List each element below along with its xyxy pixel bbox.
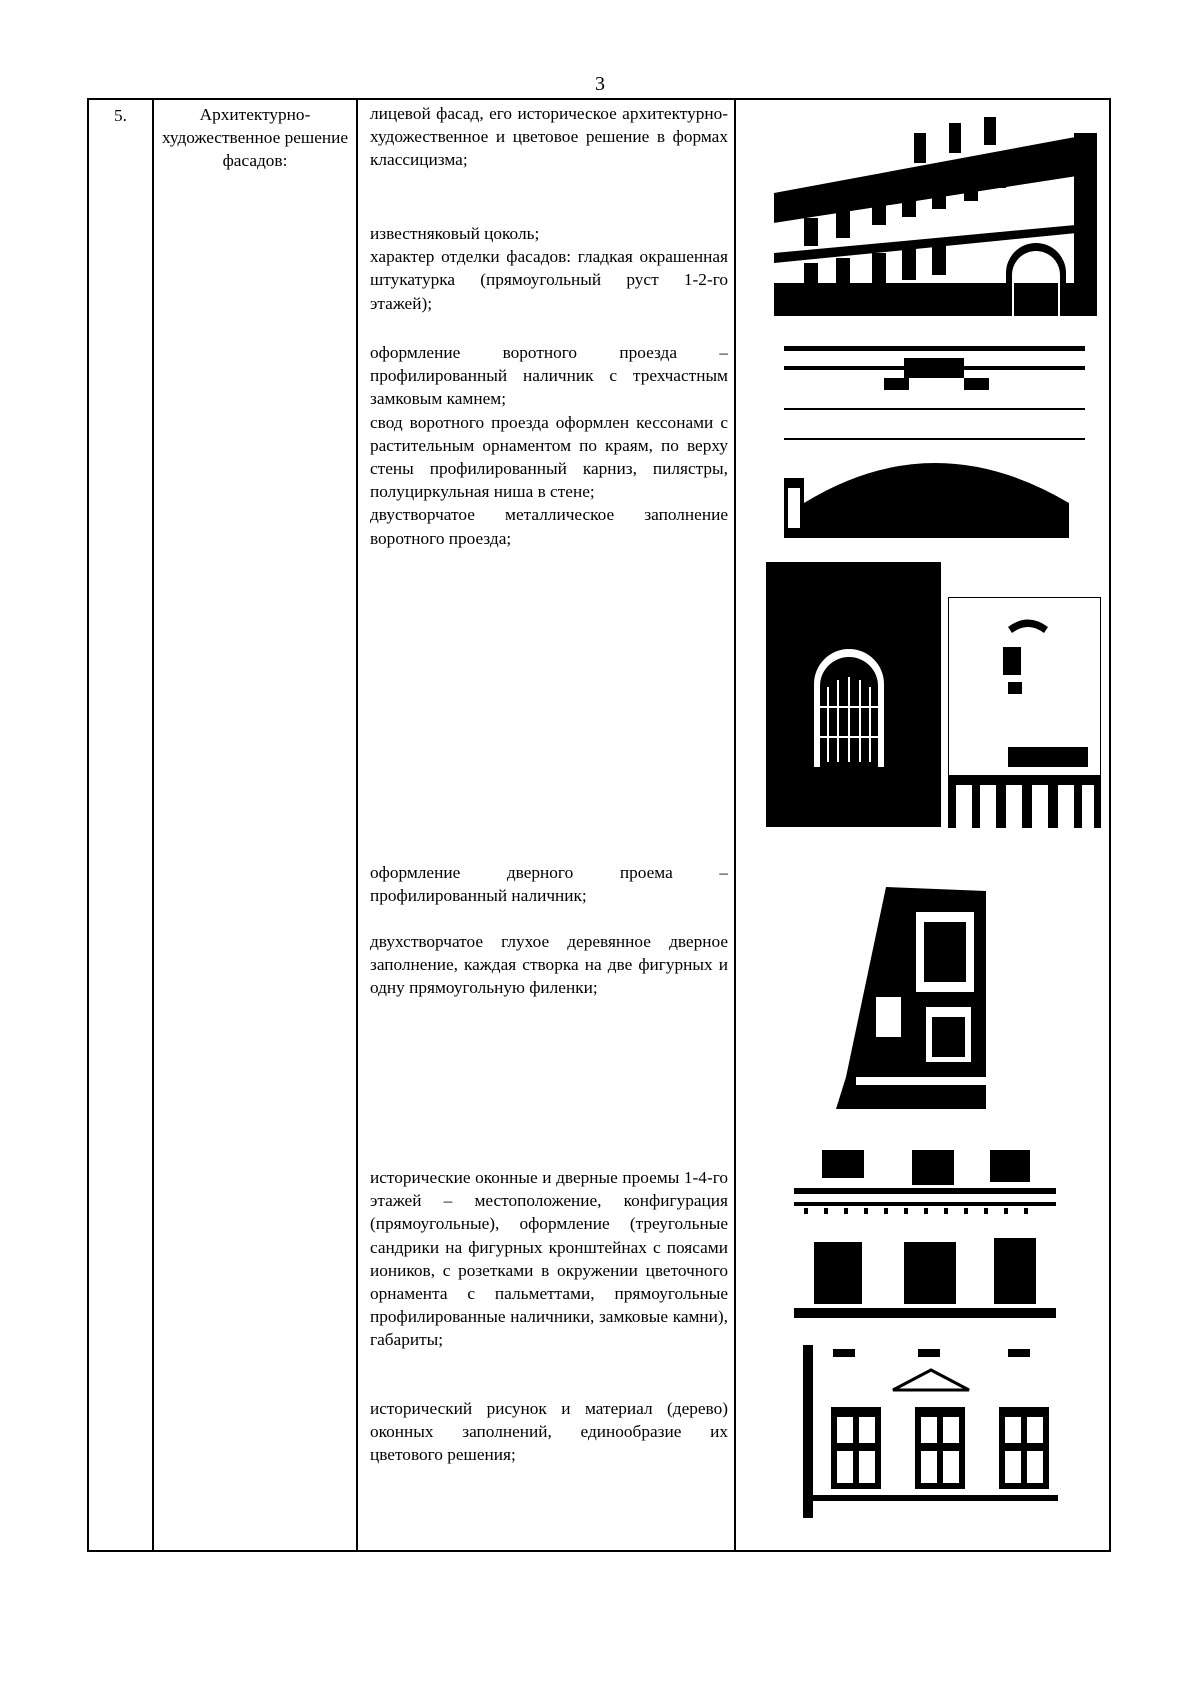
description-text: двустворчатое металлическое заполнение воротного проезда; (370, 505, 728, 548)
protection-subject-table (87, 98, 1111, 1552)
description-text: оформление воротного проезда – профилированный наличник с трехчастным замковым камнем; (370, 343, 728, 409)
description-text: оформление дверного проема – профилированный наличник; (370, 863, 728, 906)
description-block-gateway (370, 341, 728, 550)
description-block-door-fill (370, 930, 728, 1000)
window-fills-photo (803, 1345, 1058, 1518)
description-text: двухстворчатое глухое деревянное дверное заполнение, каждая створка на две фигурных и одну прямоугольную филенки; (370, 932, 728, 998)
description-cell (357, 99, 735, 1551)
description-text: характер отделки фасадов: гладкая окрашенная штукатурка (прямоугольный руст 1-2-го этажей); (370, 247, 728, 313)
row-name: Архитектурно-художественное решение фасадов: (161, 105, 349, 171)
description-text: известняковый цоколь; (370, 224, 540, 243)
description-text: исторические оконные и дверные проемы 1-4-го этажей – местоположение, конфигурация (прямоугольные), оформление (треугольные сандрики на фигурных кронштейнах с поясами иоников, с розетками в окружении цветочного орнамента с пальметтами, прямоугольные профилированные наличники, замковые камни), габариты; (370, 1168, 728, 1350)
description-block-windows (370, 1397, 728, 1467)
door-photo (836, 877, 1008, 1109)
description-block-door-opening (370, 861, 728, 907)
description-block-openings (370, 1166, 728, 1352)
description-block-plinth (370, 222, 728, 315)
table-row (88, 99, 1110, 1551)
description-text: лицевой фасад, его историческое архитектурно-художественное и цветовое решение в формах классицизма; (370, 104, 728, 170)
row-name-cell (153, 99, 357, 1551)
page-number: 3 (595, 73, 605, 95)
description-text: свод воротного проезда оформлен кессонами с растительным орнаментом по краям, по верху стены профилированный карниз, пилястры, полуциркульная ниша в стене; (370, 412, 728, 502)
gateway-niche-photo (948, 597, 1101, 828)
facade-photo (774, 113, 1097, 316)
windows-photo (794, 1150, 1056, 1330)
gateway-vault-photo (784, 338, 1085, 538)
description-block-facade (370, 102, 728, 172)
photo-cell (735, 99, 1110, 1551)
description-text: исторический рисунок и материал (дерево) оконных заполнений, единообразие их цветового решения; (370, 1399, 728, 1465)
gateway-gate-photo (766, 562, 941, 827)
row-number: 5. (114, 106, 127, 125)
row-number-cell (88, 99, 153, 1551)
